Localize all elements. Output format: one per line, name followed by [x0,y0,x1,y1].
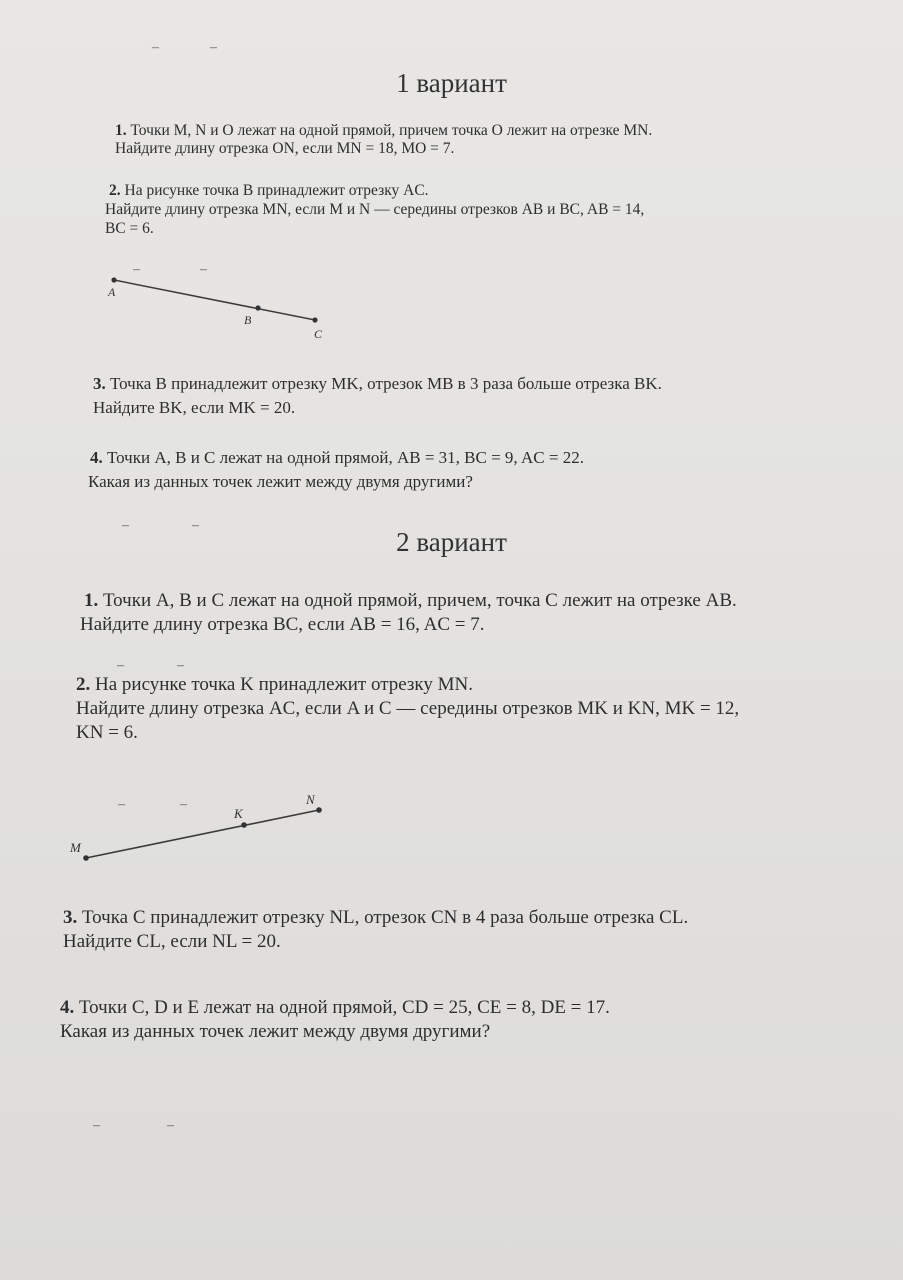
problem-text: KN = 6. [76,722,138,743]
problem-text: Точки A, B и C лежат на одной прямой, причем, точка C лежит на отрезке AB. [103,590,737,611]
stray-mark: – [93,1118,100,1133]
problem-number: 2. [109,182,121,199]
v2-problem-4 [60,996,610,1044]
point-n [316,807,322,813]
stray-mark: – [192,518,199,533]
v1-problem-2 [105,180,644,240]
problem-text: Найдите длину отрезка AC, если A и C — середины отрезков MK и KN, MK = 12, [76,698,740,719]
stray-mark: – [167,1118,174,1133]
problem-text: BC = 6. [105,220,154,237]
stray-mark: – [122,518,129,533]
point-c [312,317,317,322]
point-a [111,277,116,282]
problem-text: Какая из данных точек лежит между двумя другими? [88,472,473,491]
v1-segment-figure [100,270,340,355]
point-b [255,305,260,310]
stray-mark: – [200,262,207,277]
problem-text: Найдите длину отрезка BC, если AB = 16, AC = 7. [80,614,485,635]
problem-text: Найдите CL, если NL = 20. [63,931,281,952]
v2-problem-1 [80,589,737,637]
stray-mark: – [117,658,124,673]
point-m [83,855,89,861]
v2-problem-3 [63,906,688,954]
stray-mark: – [177,658,184,673]
problem-number: 4. [90,448,103,467]
label-k: K [234,806,243,821]
v1-problem-3 [93,372,662,420]
problem-text: Найдите длину отрезка MN, если M и N — середины отрезков AB и BC, AB = 14, [105,201,645,218]
stray-mark: – [152,40,159,55]
v2-problem-2 [76,673,739,745]
problem-number: 2. [76,674,91,695]
problem-text: Точка C принадлежит отрезку NL, отрезок CN в 4 раза больше отрезка CL. [82,907,689,928]
v2-segment-figure [66,790,346,875]
v1-problem-4 [88,446,584,494]
segment-diagram [66,790,346,870]
label-a: A [108,285,116,299]
variant-1-title: 1 вариант [396,68,507,98]
problem-text: На рисунке точка B принадлежит отрезку AC. [124,182,429,199]
problem-text: Точки A, B и C лежат на одной прямой, AB = 31, BC = 9, AC = 22. [107,448,584,467]
problem-number: 3. [93,374,106,393]
problem-text: Найдите BK, если MK = 20. [93,398,296,417]
label-c: C [314,327,323,341]
problem-text: Точки M, N и O лежат на одной прямой, причем точка O лежит на отрезке MN. [130,122,653,139]
variant-2-title: 2 вариант [396,527,507,557]
label-b: B [244,313,252,327]
problem-number: 1. [115,122,127,139]
stray-mark: – [210,40,217,55]
problem-number: 4. [60,997,75,1018]
problem-text: На рисунке точка K принадлежит отрезку MN. [95,674,473,695]
stray-mark: – [133,262,140,277]
problem-text: Какая из данных точек лежит между двумя другими? [60,1021,491,1042]
problem-text: Точка B принадлежит отрезку MK, отрезок MB в 3 раза больше отрезка BK. [110,374,662,393]
v1-problem-1 [115,120,652,160]
stray-mark: – [180,797,187,812]
problem-number: 3. [63,907,78,928]
problem-text: Найдите длину отрезка ON, если MN = 18, MO = 7. [115,140,455,157]
label-m: M [70,840,81,855]
label-n: N [306,792,315,807]
point-k [241,822,247,828]
problem-number: 1. [84,590,99,611]
segment-diagram [100,270,340,350]
problem-text: Точки C, D и E лежат на одной прямой, CD = 25, CE = 8, DE = 17. [79,997,610,1018]
segment-mn [86,810,319,858]
stray-mark: – [118,797,125,812]
segment-ac [114,280,315,320]
